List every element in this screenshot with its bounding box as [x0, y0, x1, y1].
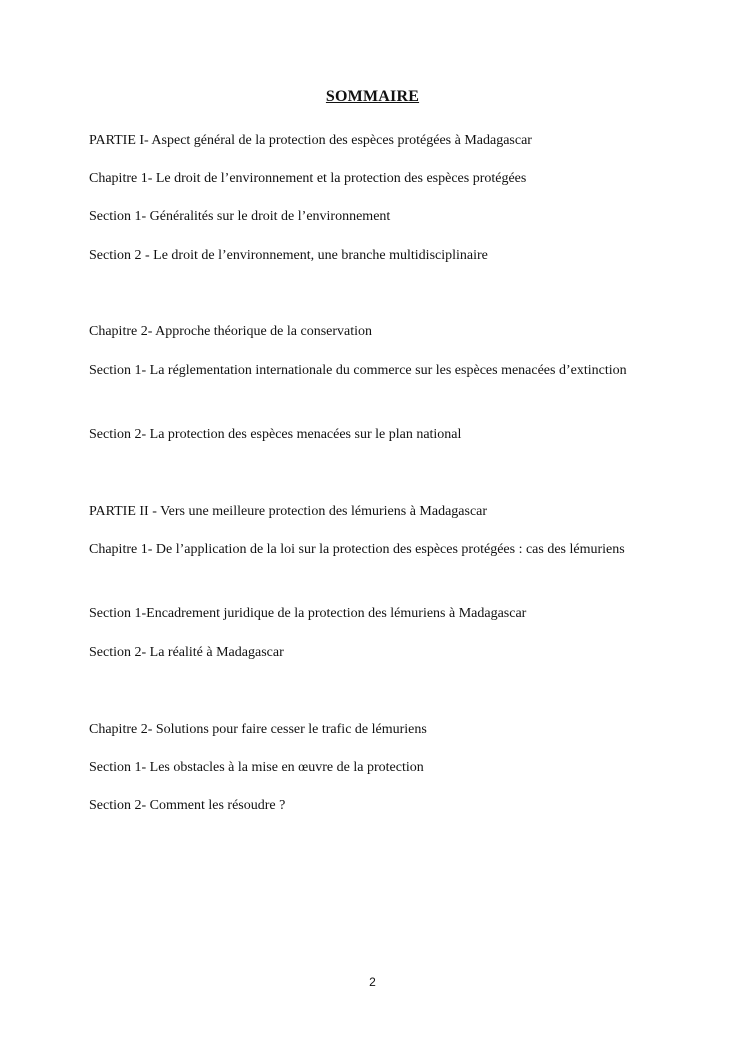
toc-section-1-2-2: Section 2- La protection des espèces menacées sur le plan national — [89, 427, 462, 442]
toc-section-2-1-2: Section 2- La réalité à Madagascar — [89, 645, 284, 660]
page-title: SOMMAIRE — [325, 88, 420, 105]
toc-chapter-2-2: Chapitre 2- Solutions pour faire cesser le trafic de lémuriens — [89, 722, 427, 737]
toc-section-1-1-1: Section 1- Généralités sur le droit de l’environnement — [89, 209, 391, 224]
toc-part-2: PARTIE II - Vers une meilleure protection des lémuriens à Madagascar — [89, 504, 488, 519]
toc-part-1: PARTIE I- Aspect général de la protection des espèces protégées à Madagascar — [89, 133, 532, 148]
toc-chapter-1-2: Chapitre 2- Approche théorique de la conservation — [89, 324, 373, 339]
page-number: 2 — [369, 975, 376, 989]
toc-section-2-2-1: Section 1- Les obstacles à la mise en œuvre de la protection — [89, 760, 424, 775]
toc-section-2-2-2: Section 2- Comment les résoudre ? — [89, 798, 286, 813]
toc-section-1-2-1: Section 1- La réglementation internationale du commerce sur les espèces menacées d’extinction — [89, 363, 627, 378]
toc-section-2-1-1: Section 1-Encadrement juridique de la protection des lémuriens à Madagascar — [89, 606, 527, 621]
toc-section-1-1-2: Section 2 - Le droit de l’environnement, une branche multidisciplinaire — [89, 248, 488, 263]
toc-chapter-2-1: Chapitre 1- De l’application de la loi sur la protection des espèces protégées : cas des lémuriens — [89, 542, 625, 557]
toc-chapter-1-1: Chapitre 1- Le droit de l’environnement et la protection des espèces protégées — [89, 171, 527, 186]
